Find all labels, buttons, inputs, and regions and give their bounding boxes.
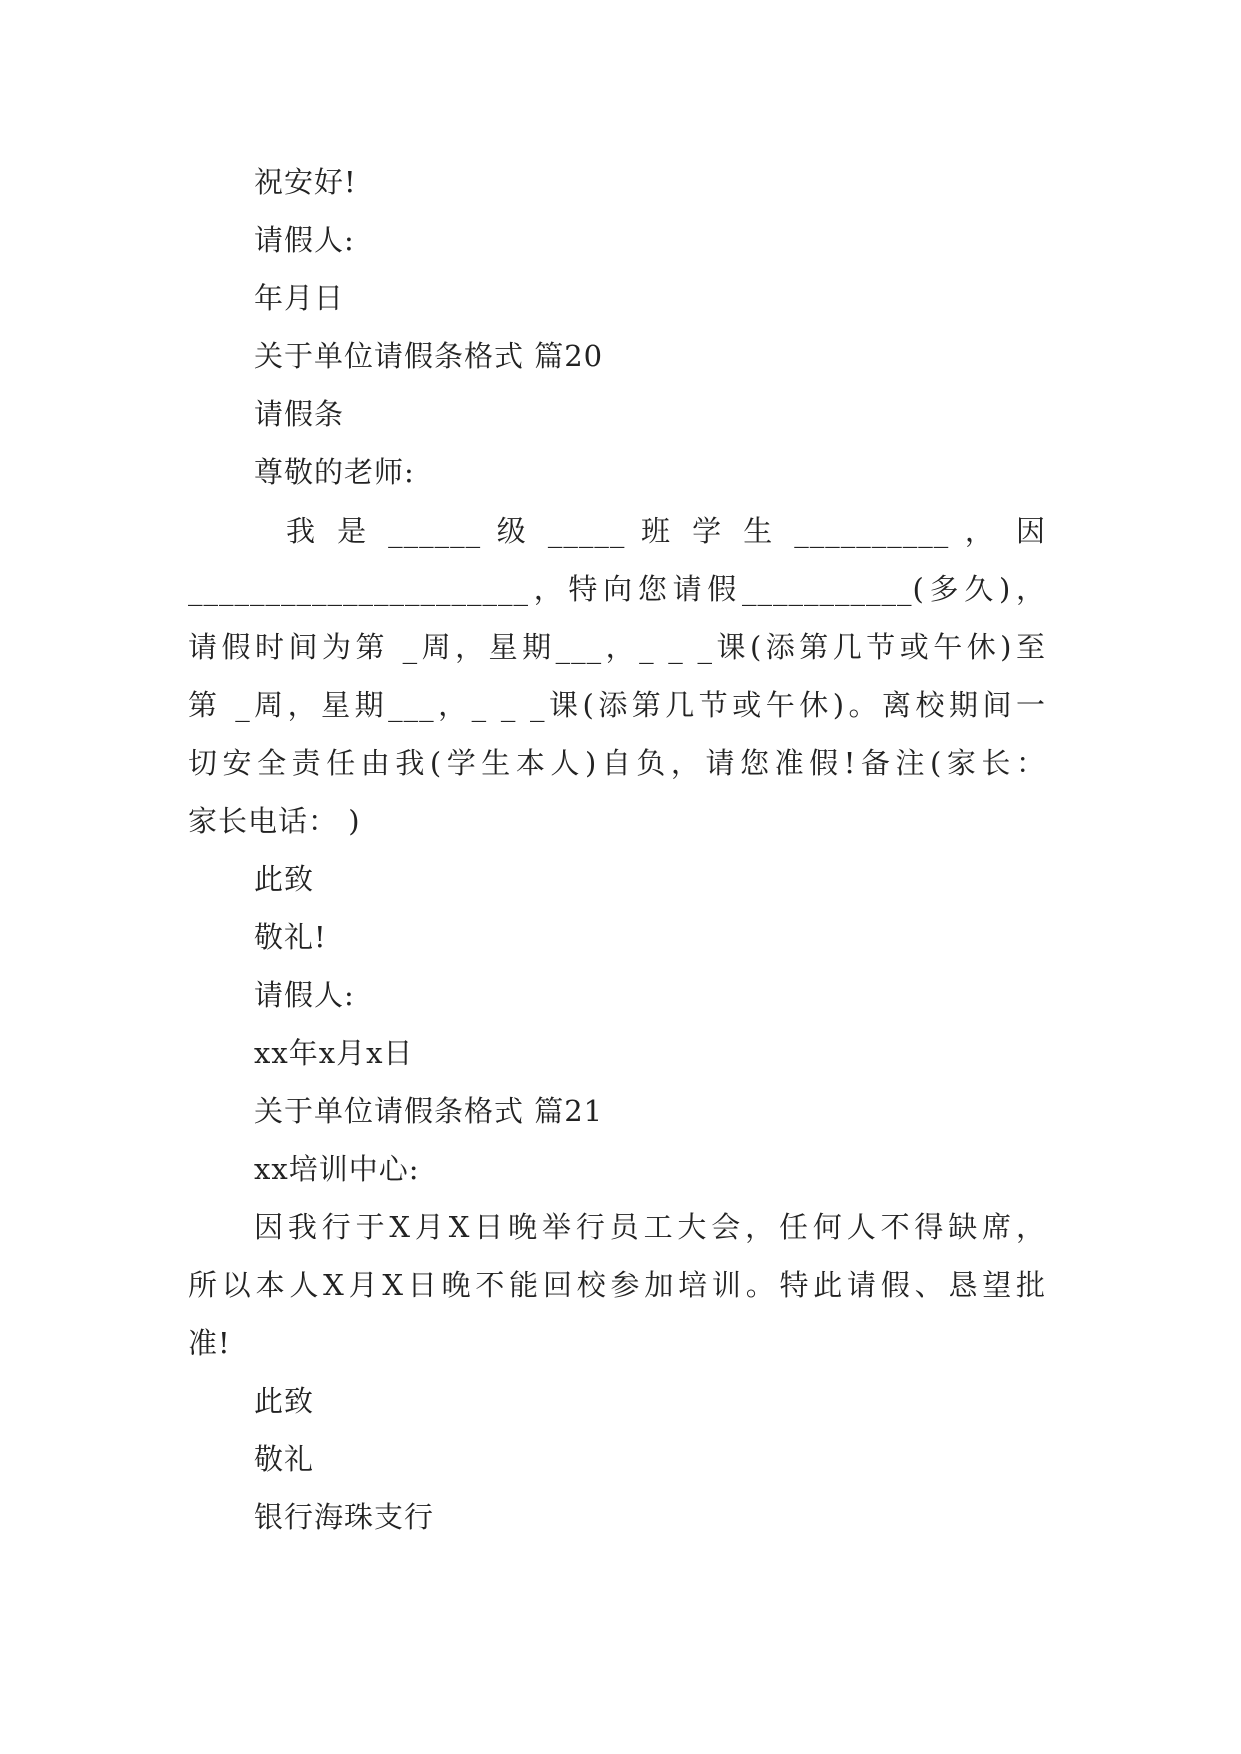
requester-label: 请假人: — [254, 978, 355, 1012]
salutation: 尊敬的老师: — [254, 455, 415, 489]
requester-label: 请假人: — [254, 223, 355, 257]
addressee: xx培训中心: — [254, 1152, 420, 1186]
body-line: 切安全责任由我(学生本人)自负，请您准假!备注(家长： — [188, 746, 1046, 780]
closing-salute: 敬礼! — [254, 920, 327, 954]
closing-phrase: 此致 — [254, 1384, 315, 1418]
note-title: 请假条 — [254, 397, 345, 431]
body-line: 第 _周，星期___，_ _ _课(添第几节或午休)。离校期间一 — [188, 688, 1046, 722]
section-heading: 关于单位请假条格式 篇20 — [254, 339, 604, 373]
signature-organization: 银行海珠支行 — [254, 1500, 435, 1534]
body-line: 家长电话： ) — [188, 804, 361, 838]
closing-greeting: 祝安好! — [254, 165, 357, 199]
section-heading: 关于单位请假条格式 篇21 — [254, 1094, 604, 1128]
body-line: 准! — [188, 1326, 231, 1360]
date-line: 年月日 — [254, 281, 345, 315]
body-line: ______________________，特向您请假___________(多久)， — [188, 572, 1046, 606]
body-line: 请假时间为第 _周，星期___，_ _ _课(添第几节或午休)至 — [188, 630, 1046, 664]
body-line: 我 是 ______ 级 _____ 班 学 生 __________ ， 因 — [286, 514, 1046, 548]
date-line: xx年x月x日 — [254, 1036, 414, 1070]
body-line: 所以本人X月X日晚不能回校参加培训。特此请假、恳望批 — [188, 1268, 1046, 1302]
closing-phrase: 此致 — [254, 862, 315, 896]
body-line: 因我行于X月X日晚举行员工大会，任何人不得缺席， — [254, 1210, 1046, 1244]
closing-salute: 敬礼 — [254, 1442, 315, 1476]
